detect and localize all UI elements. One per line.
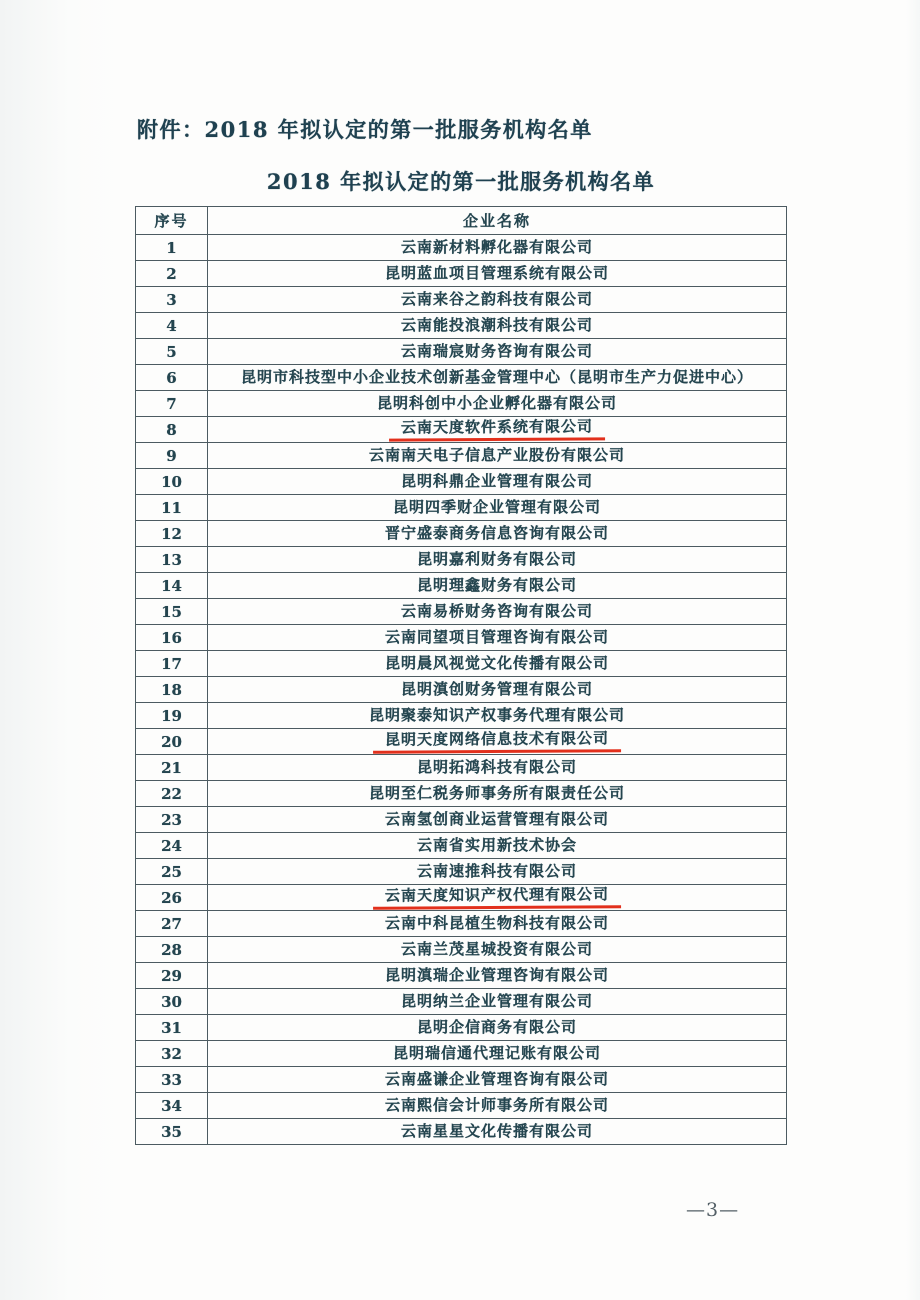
company-name-text: 昆明科创中小企业孵化器有限公司	[376, 394, 617, 413]
row-index: 34	[136, 1093, 208, 1119]
row-index: 10	[136, 469, 208, 495]
header-index: 序号	[136, 207, 208, 235]
row-index: 33	[136, 1067, 208, 1093]
company-name	[208, 781, 787, 807]
company-name	[208, 391, 787, 417]
table-row	[136, 1119, 787, 1145]
row-index: 4	[136, 313, 208, 339]
row-index: 3	[136, 287, 208, 313]
company-name-text: 云南天度软件系统有限公司	[389, 417, 605, 441]
row-index: 9	[136, 443, 208, 469]
row-index: 26	[136, 885, 208, 911]
company-name	[208, 859, 787, 885]
company-name-text: 云南瑞宸财务咨询有限公司	[400, 342, 593, 361]
header-company-name: 企业名称	[208, 207, 787, 235]
attachment-title: 附件：2018 年拟认定的第一批服务机构名单	[137, 117, 593, 142]
company-name	[208, 599, 787, 625]
company-name-text: 昆明科鼎企业管理有限公司	[400, 472, 593, 491]
row-index: 16	[136, 625, 208, 651]
company-name	[208, 339, 787, 365]
company-name-text: 昆明聚泰知识产权事务代理有限公司	[368, 706, 625, 725]
company-name-text: 晋宁盛泰商务信息咨询有限公司	[384, 524, 609, 543]
table-row	[136, 677, 787, 703]
company-name-text: 云南易桥财务咨询有限公司	[400, 602, 593, 621]
company-name	[208, 833, 787, 859]
row-index: 5	[136, 339, 208, 365]
company-name	[208, 443, 787, 469]
company-name-text: 昆明纳兰企业管理有限公司	[400, 992, 593, 1011]
company-name	[208, 521, 787, 547]
row-index: 24	[136, 833, 208, 859]
page-number: —3—	[686, 1199, 740, 1221]
row-index: 29	[136, 963, 208, 989]
company-name	[208, 547, 787, 573]
row-index: 27	[136, 911, 208, 937]
company-name	[208, 1041, 787, 1067]
table-row	[136, 443, 787, 469]
row-index: 8	[136, 417, 208, 443]
company-name	[208, 1119, 787, 1145]
table-row	[136, 391, 787, 417]
table-row	[136, 339, 787, 365]
company-name	[208, 963, 787, 989]
company-name	[208, 989, 787, 1015]
company-name	[208, 729, 787, 755]
company-name-text: 云南来谷之韵科技有限公司	[400, 290, 593, 309]
company-name	[208, 495, 787, 521]
row-index: 12	[136, 521, 208, 547]
table-row	[136, 287, 787, 313]
company-name-text: 昆明理鑫财务有限公司	[416, 576, 577, 595]
company-name	[208, 1093, 787, 1119]
company-name	[208, 313, 787, 339]
row-index: 25	[136, 859, 208, 885]
company-name	[208, 703, 787, 729]
company-name	[208, 235, 787, 261]
row-index: 19	[136, 703, 208, 729]
company-name-text: 云南中科昆植生物科技有限公司	[384, 914, 609, 933]
scan-edge-shading	[906, 0, 920, 1300]
table-row	[136, 313, 787, 339]
company-name	[208, 417, 787, 443]
company-name-text: 云南省实用新技术协会	[416, 836, 577, 855]
table-row	[136, 1015, 787, 1041]
table-row	[136, 235, 787, 261]
table-row	[136, 1093, 787, 1119]
company-name-text: 昆明嘉利财务有限公司	[416, 550, 577, 569]
company-name-text: 昆明市科技型中小企业技术创新基金管理中心（昆明市生产力促进中心）	[240, 368, 753, 387]
row-index: 7	[136, 391, 208, 417]
company-name	[208, 677, 787, 703]
table-title: 2018 年拟认定的第一批服务机构名单	[266, 169, 656, 194]
company-name-text: 云南新材料孵化器有限公司	[400, 238, 593, 257]
table-row	[136, 833, 787, 859]
table-row	[136, 755, 787, 781]
row-index: 23	[136, 807, 208, 833]
table-row	[136, 807, 787, 833]
table-row	[136, 781, 787, 807]
row-index: 18	[136, 677, 208, 703]
row-index: 15	[136, 599, 208, 625]
table-row	[136, 573, 787, 599]
row-index: 30	[136, 989, 208, 1015]
table-header-row	[136, 207, 787, 235]
company-name-text: 昆明蓝血项目管理系统有限公司	[384, 264, 609, 283]
company-name	[208, 573, 787, 599]
company-name-text: 云南同望项目管理咨询有限公司	[384, 628, 609, 647]
company-name-text: 云南星星文化传播有限公司	[400, 1122, 593, 1141]
company-name-text: 昆明天度网络信息技术有限公司	[373, 729, 621, 753]
company-name	[208, 885, 787, 911]
company-name-text: 昆明滇创财务管理有限公司	[400, 680, 593, 699]
row-index: 2	[136, 261, 208, 287]
company-name	[208, 261, 787, 287]
table-row	[136, 937, 787, 963]
table-row	[136, 989, 787, 1015]
company-name-text: 云南速推科技有限公司	[416, 862, 577, 881]
company-name	[208, 911, 787, 937]
company-name-text: 云南南天电子信息产业股份有限公司	[368, 446, 625, 465]
table-row	[136, 729, 787, 755]
company-name	[208, 755, 787, 781]
company-name	[208, 365, 787, 391]
table-row	[136, 599, 787, 625]
company-name-text: 昆明企信商务有限公司	[416, 1018, 577, 1037]
table-row	[136, 859, 787, 885]
company-name-text: 昆明晨风视觉文化传播有限公司	[384, 654, 609, 673]
table-row	[136, 469, 787, 495]
company-name-text: 昆明瑞信通代理记账有限公司	[392, 1044, 601, 1063]
company-name-text: 昆明至仁税务师事务所有限责任公司	[368, 784, 625, 803]
company-name-text: 昆明拓鸿科技有限公司	[416, 758, 577, 777]
company-name-text: 昆明滇瑞企业管理咨询有限公司	[384, 966, 609, 985]
company-name	[208, 287, 787, 313]
row-index: 14	[136, 573, 208, 599]
company-name-text: 云南能投浪潮科技有限公司	[400, 316, 593, 335]
table-row	[136, 521, 787, 547]
company-name-text: 云南氢创商业运营管理有限公司	[384, 810, 609, 829]
company-name	[208, 1067, 787, 1093]
table-row	[136, 417, 787, 443]
table-row	[136, 365, 787, 391]
company-name-text: 昆明四季财企业管理有限公司	[392, 498, 601, 517]
table-row	[136, 703, 787, 729]
row-index: 11	[136, 495, 208, 521]
table-row	[136, 261, 787, 287]
row-index: 21	[136, 755, 208, 781]
company-name	[208, 469, 787, 495]
company-name	[208, 807, 787, 833]
row-index: 35	[136, 1119, 208, 1145]
table-row	[136, 1067, 787, 1093]
row-index: 28	[136, 937, 208, 963]
table-row	[136, 885, 787, 911]
table-row	[136, 963, 787, 989]
row-index: 1	[136, 235, 208, 261]
row-index: 6	[136, 365, 208, 391]
table-row	[136, 547, 787, 573]
row-index: 22	[136, 781, 208, 807]
table-row	[136, 911, 787, 937]
row-index: 17	[136, 651, 208, 677]
company-name-text: 云南天度知识产权代理有限公司	[373, 885, 621, 909]
company-name	[208, 651, 787, 677]
table-row	[136, 495, 787, 521]
row-index: 13	[136, 547, 208, 573]
company-name-text: 云南兰茂星城投资有限公司	[400, 940, 593, 959]
company-name	[208, 625, 787, 651]
table-row	[136, 625, 787, 651]
row-index: 20	[136, 729, 208, 755]
row-index: 31	[136, 1015, 208, 1041]
companies-table	[135, 206, 787, 1145]
table-row	[136, 651, 787, 677]
company-name-text: 云南盛谦企业管理咨询有限公司	[384, 1070, 609, 1089]
company-name	[208, 1015, 787, 1041]
table-row	[136, 1041, 787, 1067]
company-name	[208, 937, 787, 963]
row-index: 32	[136, 1041, 208, 1067]
company-name-text: 云南熙信会计师事务所有限公司	[384, 1096, 609, 1115]
